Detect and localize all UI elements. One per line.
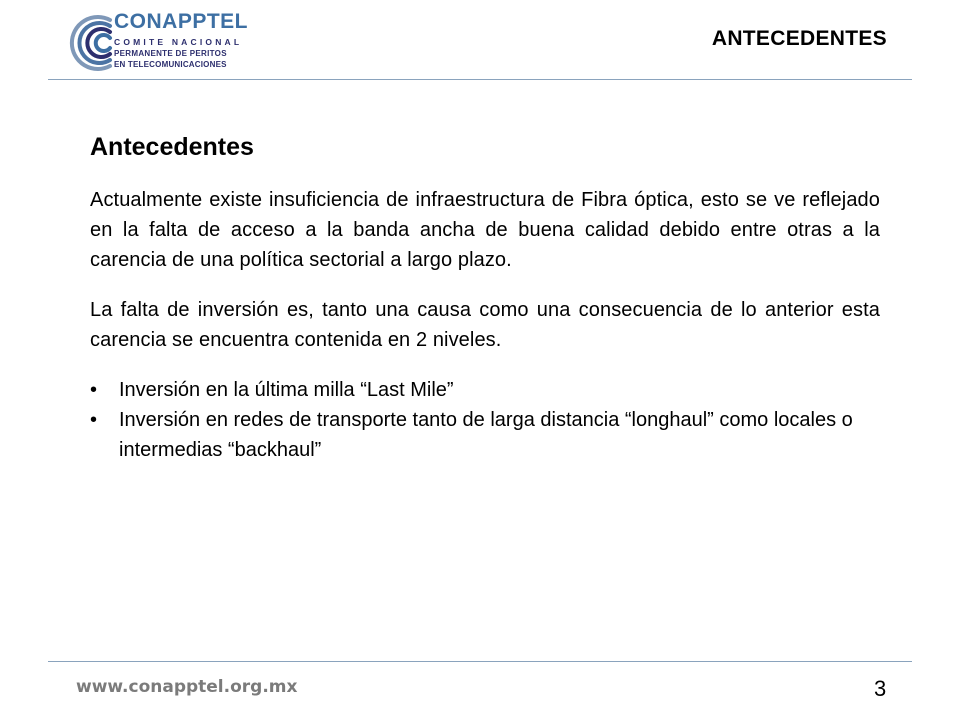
bullet-list bbox=[90, 375, 880, 465]
logo-subtitle-3: EN TELECOMUNICACIONES bbox=[114, 60, 227, 69]
bullet-text: Inversión en redes de transporte tanto de larga distancia “longhaul” como locales o intermedias “backhaul” bbox=[119, 409, 853, 461]
logo-subtitle-1: COMITE NACIONAL bbox=[114, 37, 243, 47]
header-title: ANTECEDENTES bbox=[711, 27, 887, 50]
logo-mark-icon bbox=[62, 12, 114, 74]
logo-brand: CONAPPTEL bbox=[114, 10, 249, 33]
footer-divider bbox=[48, 661, 912, 662]
logo-subtitle-2: PERMANENTE DE PERITOS bbox=[114, 49, 227, 58]
paragraph-2: La falta de inversión es, tanto una causa como una consecuencia de lo anterior esta carencia se encuentra contenida en 2 niveles. bbox=[90, 299, 880, 351]
footer-url[interactable]: www.conapptel.org.mx bbox=[76, 677, 298, 697]
paragraph-1: Actualmente existe insuficiencia de infraestructura de Fibra óptica, esto se ve reflejado en la falta de acceso a la banda ancha de buena calidad debido entre otras a la carencia de una política sectorial a largo plazo. bbox=[90, 189, 880, 271]
bullet-item bbox=[90, 375, 880, 405]
bullet-item bbox=[90, 405, 880, 465]
conapptel-logo bbox=[62, 8, 252, 78]
bullet-text: Inversión en la última milla “Last Mile” bbox=[119, 379, 454, 401]
bullet-icon: • bbox=[90, 379, 98, 401]
bullet-icon: • bbox=[90, 409, 98, 431]
header-divider bbox=[48, 79, 912, 80]
slide-content bbox=[90, 133, 880, 465]
section-heading: Antecedentes bbox=[90, 133, 254, 161]
page-number: 3 bbox=[874, 676, 887, 701]
